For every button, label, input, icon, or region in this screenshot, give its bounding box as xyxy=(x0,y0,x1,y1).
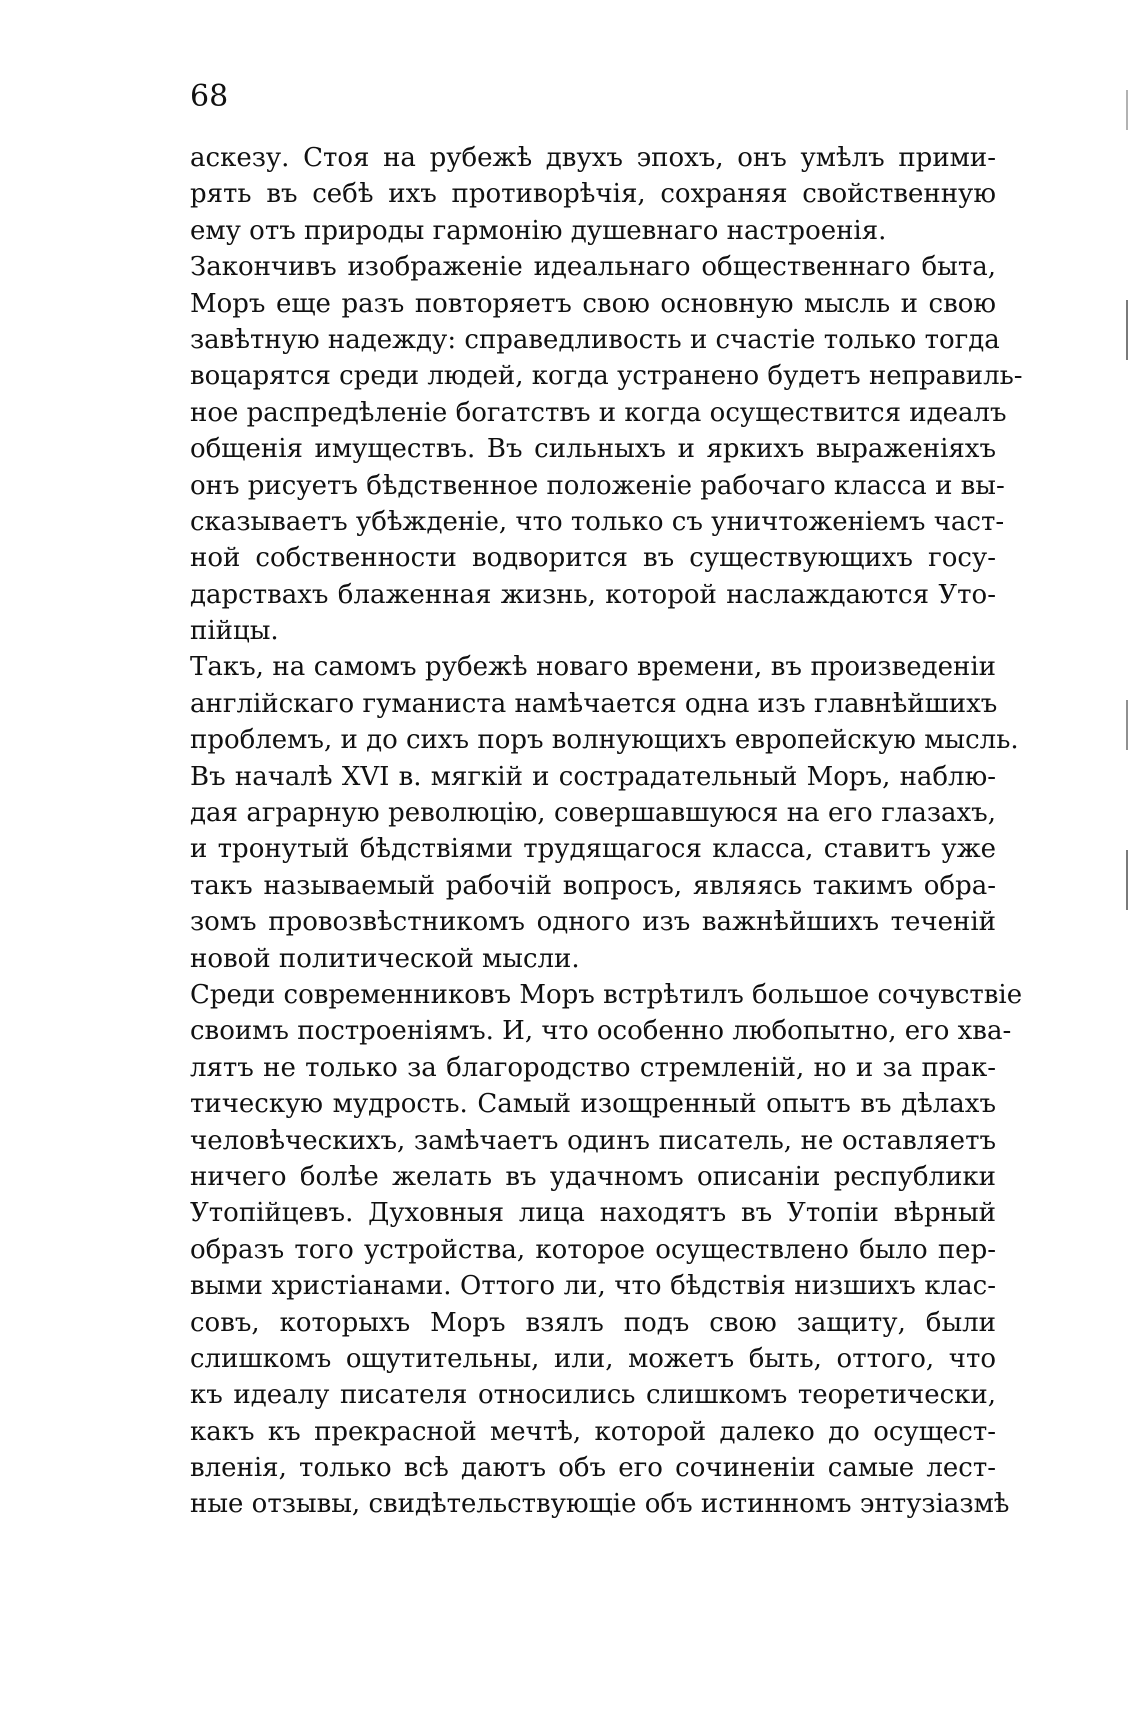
text-line: образъ того устройства, которое осуществлено было пер- xyxy=(190,1234,996,1265)
page-number: 68 xyxy=(190,79,229,114)
text-line: ему отъ природы гармонію душевнаго настроенія. xyxy=(190,215,887,246)
scan-artifact xyxy=(1126,700,1128,750)
text-line: своимъ построеніямъ. И, что особенно любопытно, его хва- xyxy=(190,1016,1012,1047)
text-line: проблемъ, и до сихъ поръ волнующихъ европейскую мысль. xyxy=(190,725,1019,756)
text-line: сказываетъ убѣжденіе, что только съ уничтоженіемъ част- xyxy=(190,506,1005,537)
text-line: дарствахъ блаженная жизнь, которой наслаждаются Уто- xyxy=(190,579,996,610)
text-line: тическую мудрость. Самый изощренный опытъ въ дѣлахъ xyxy=(190,1089,996,1120)
text-line: ное распредѣленіе богатствъ и когда осуществится идеалъ xyxy=(190,397,1007,428)
text-line: ничего болѣе желать въ удачномъ описаніи республики xyxy=(190,1161,996,1192)
text-line: новой политической мысли. xyxy=(190,943,580,974)
text-line: такъ называемый рабочій вопросъ, являясь такимъ обра- xyxy=(190,870,996,901)
text-line: англійскаго гуманиста намѣчается одна изъ главнѣйшихъ xyxy=(190,688,998,719)
text-line: Такъ, на самомъ рубежѣ новаго времени, въ произведеніи xyxy=(190,652,996,683)
scan-artifact xyxy=(1126,300,1128,360)
scan-artifact xyxy=(1126,90,1128,130)
text-line: зомъ провозвѣстникомъ одного изъ важнѣйшихъ теченій xyxy=(190,907,996,938)
text-line: аскезу. Стоя на рубежѣ двухъ эпохъ, онъ умѣлъ прими- xyxy=(190,143,996,173)
scan-artifact xyxy=(1126,850,1128,910)
text-line: Закончивъ изображеніе идеальнаго общественнаго быта, xyxy=(190,252,996,283)
text-line: Въ началѣ XVI в. мягкій и сострадательный Моръ, наблю- xyxy=(190,761,996,792)
text-line: и тронутый бѣдствіями трудящагося класса, ставитъ уже xyxy=(190,834,996,865)
text-line: Среди современниковъ Моръ встрѣтилъ большое сочувствіе xyxy=(190,979,1023,1010)
text-line: завѣтную надежду: справедливость и счастіе только тогда xyxy=(190,324,1000,355)
text-line: слишкомъ ощутительны, или, можетъ быть, оттого, что xyxy=(190,1343,996,1374)
text-line: воцарятся среди людей, когда устранено будетъ неправиль- xyxy=(190,361,1023,392)
text-block xyxy=(190,140,1023,1523)
text-line: лятъ не только за благородство стремленій, но и за прак- xyxy=(190,1052,996,1083)
text-line: рять въ себѣ ихъ противорѣчія, сохраняя свойственную xyxy=(190,179,996,210)
text-line: Утопійцевъ. Духовныя лица находятъ въ Утопіи вѣрный xyxy=(190,1198,996,1229)
text-line: ной собственности водворится въ существующихъ госу- xyxy=(190,543,996,574)
text-line: онъ рисуетъ бѣдственное положеніе рабочаго класса и вы- xyxy=(190,470,1005,501)
text-line: какъ къ прекрасной мечтѣ, которой далеко до осущест- xyxy=(190,1416,996,1447)
text-line: Моръ еще разъ повторяетъ свою основную мысль и свою xyxy=(190,288,996,319)
text-line: вленія, только всѣ даютъ объ его сочиненіи самые лест- xyxy=(190,1453,996,1484)
text-line: выми христіанами. Оттого ли, что бѣдствія низшихъ клас- xyxy=(190,1271,996,1302)
text-line: дая аграрную революцію, совершавшуюся на его глазахъ, xyxy=(190,798,996,829)
text-line: къ идеалу писателя относились слишкомъ теоретически, xyxy=(190,1380,996,1411)
text-line: человѣческихъ, замѣчаетъ одинъ писатель, не оставляетъ xyxy=(190,1125,996,1156)
text-line: пійцы. xyxy=(190,616,279,647)
text-line: общенія имуществъ. Въ сильныхъ и яркихъ выраженіяхъ xyxy=(190,434,996,465)
text-line: ные отзывы, свидѣтельствующіе объ истинномъ энтузіазмѣ xyxy=(190,1489,1010,1520)
text-line: совъ, которыхъ Моръ взялъ подъ свою защиту, были xyxy=(190,1307,996,1338)
